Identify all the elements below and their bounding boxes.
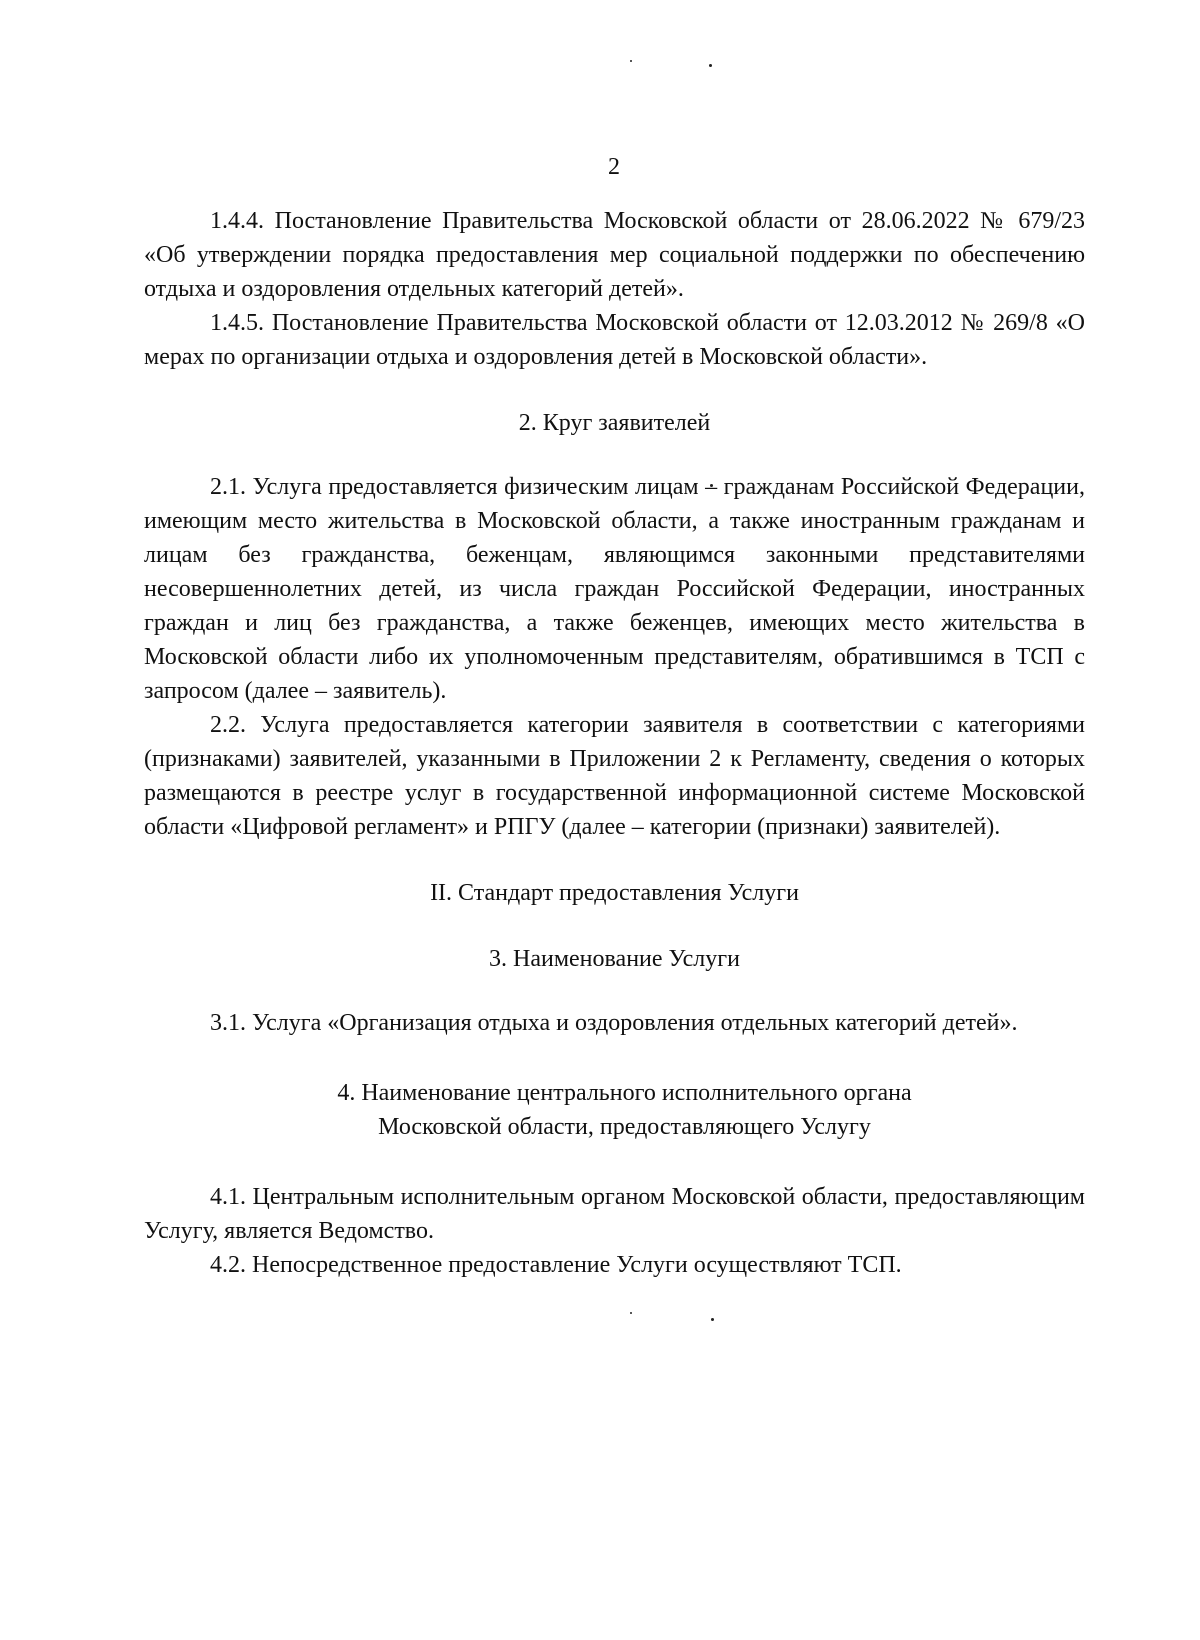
scan-speck	[709, 64, 712, 67]
part-2-heading: II. Стандарт предоставления Услуги	[430, 880, 799, 906]
section-3-heading: 3. Наименование Услуги	[489, 946, 740, 972]
document-body	[144, 204, 1085, 1282]
scan-speck	[630, 1312, 632, 1314]
page-number: 2	[608, 154, 620, 180]
section-2-heading: 2. Круг заявителей	[518, 410, 711, 436]
paragraph-4-1: 4.1. Центральным исполнительным органом Московской области, предоставляющим Услугу, является Ведомство.	[144, 1184, 1085, 1244]
scan-speck	[630, 60, 632, 62]
section-4-heading-line-1: 4. Наименование центрального исполнительного органа	[337, 1080, 912, 1106]
scan-speck	[711, 1318, 714, 1321]
paragraph-1-4-5: 1.4.5. Постановление Правительства Московской области от 12.03.2012 № 269/8 «О мерах по организации отдыха и оздоровления детей в Московской области».	[144, 310, 1085, 370]
section-4-heading	[144, 1076, 1085, 1144]
paragraph-4-2: 4.2. Непосредственное предоставление Услуги осуществляют ТСП.	[210, 1252, 902, 1278]
paragraph-1-4-4: 1.4.4. Постановление Правительства Московской области от 28.06.2022 № 679/23 «Об утверждении порядка предоставления мер социальной поддержки по обеспечению отдыха и оздоровления отдельных категорий детей».	[144, 208, 1085, 302]
section-4-heading-line-2: Московской области, предоставляющего Услугу	[378, 1114, 871, 1140]
paragraph-2-2: 2.2. Услуга предоставляется категории заявителя в соответствии с категориями (признаками) заявителей, указанными в Приложении 2 к Регламенту, сведения о которых размещаются в реестре услуг в государственной информационной системе Московской области «Цифровой регламент» и РПГУ (далее – категории (признаки) заявителей).	[144, 712, 1085, 840]
paragraph-2-1: 2.1. Услуга предоставляется физическим лицам – гражданам Российской Федерации, имеющим место жительства в Московской области, а также иностранным гражданам и лицам без гражданства, беженцам, являющимся законными представителями несовершеннолетних детей, из числа граждан Российской Федерации, иностранных граждан и лиц без гражданства, а также беженцев, имеющих место жительства в Московской области либо их уполномоченным представителям, обратившимся в ТСП с запросом (далее – заявитель).	[144, 474, 1085, 704]
paragraph-3-1: 3.1. Услуга «Организация отдыха и оздоровления отдельных категорий детей».	[210, 1010, 1018, 1036]
